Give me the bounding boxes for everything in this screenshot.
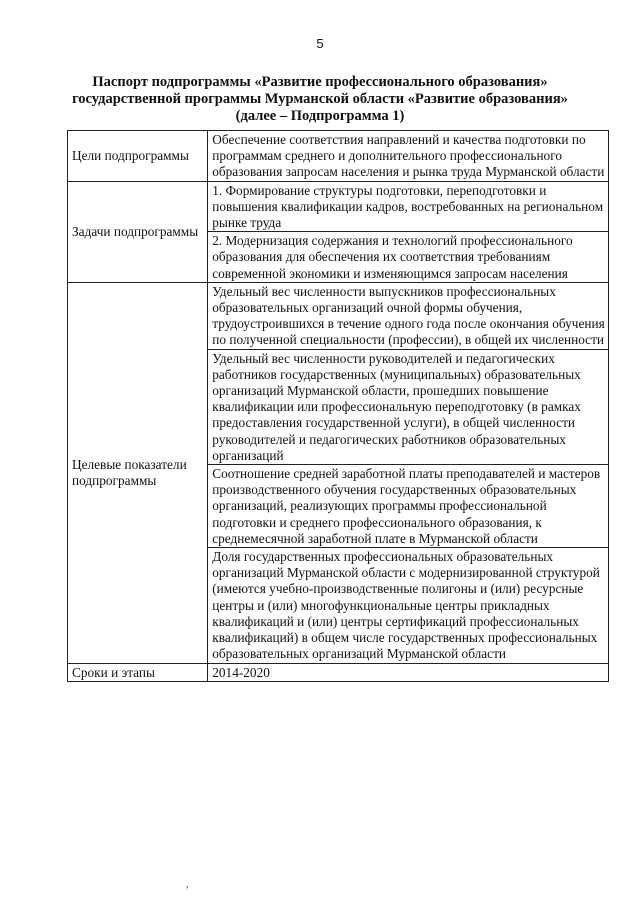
title-line-2: государственной программы Мурманской области «Развитие образования» [72, 91, 568, 107]
title-line-3: (далее – Подпрограмма 1) [235, 108, 405, 124]
title-line-1: Паспорт подпрограммы «Развитие профессионального образования» [92, 74, 548, 90]
task-cell: 1. Формирование структуры подготовки, переподготовки и повышения квалификации кадров, востребованных на региональном рынке труда [208, 181, 609, 232]
document-title [40, 74, 600, 125]
indicator-cell: Удельный вес численности руководителей и педагогических работников государственных (муниципальных) образовательных организаций Мурманской области, прошедших повышение квалификации или профессиональную переподготовку (в рамках предоставления государственной услуги), в общей численности руководителей и педагогических работников образовательных организаций [208, 349, 609, 464]
indicator-cell: Доля государственных профессиональных образовательных организаций Мурманской области с модернизированной структурой (имеются учебно-производственные полигоны и (или) ресурсные центры и (или) многофункциональные центры прикладных квалификаций и (или) центры сертификаций профессиональных квалификаций) в общем числе государственных профессиональных образовательных организаций Мурманской области [208, 548, 609, 663]
row-label-timeline: Сроки и этапы [68, 663, 208, 681]
row-label-goals: Цели подпрограммы [68, 131, 208, 182]
table-row-indicators [68, 282, 609, 349]
timeline-cell: 2014-2020 [208, 663, 609, 681]
scan-speck: , [186, 879, 189, 890]
table-row-timeline [68, 663, 609, 681]
indicator-cell: Соотношение средней заработной платы преподавателей и мастеров производственного обучения государственных образовательных организаций, реализующих программы профессиональной подготовки и среднего профессионального образования, к среднемесячной заработной плате в Мурманской области [208, 465, 609, 548]
row-label-indicators: Целевые показатели подпрограммы [68, 282, 208, 663]
table-row-goals [68, 131, 609, 182]
page-number: 5 [316, 36, 324, 51]
passport-table [67, 130, 609, 682]
table-row-tasks [68, 181, 609, 232]
task-cell: 2. Модернизация содержания и технологий профессионального образования для обеспечения их соответствия требованиям современной экономики и изменяющимся запросам населения [208, 232, 609, 283]
row-label-tasks: Задачи подпрограммы [68, 181, 208, 282]
indicator-cell: Удельный вес численности выпускников профессиональных образовательных организаций очной формы обучения, трудоустроившихся в течение одного года после окончания обучения по полученной специальности (профессии), в общей их численности [208, 282, 609, 349]
goal-cell: Обеспечение соответствия направлений и качества подготовки по программам среднего и дополнительного профессионального образования запросам населения и рынка труда Мурманской области [208, 131, 609, 182]
